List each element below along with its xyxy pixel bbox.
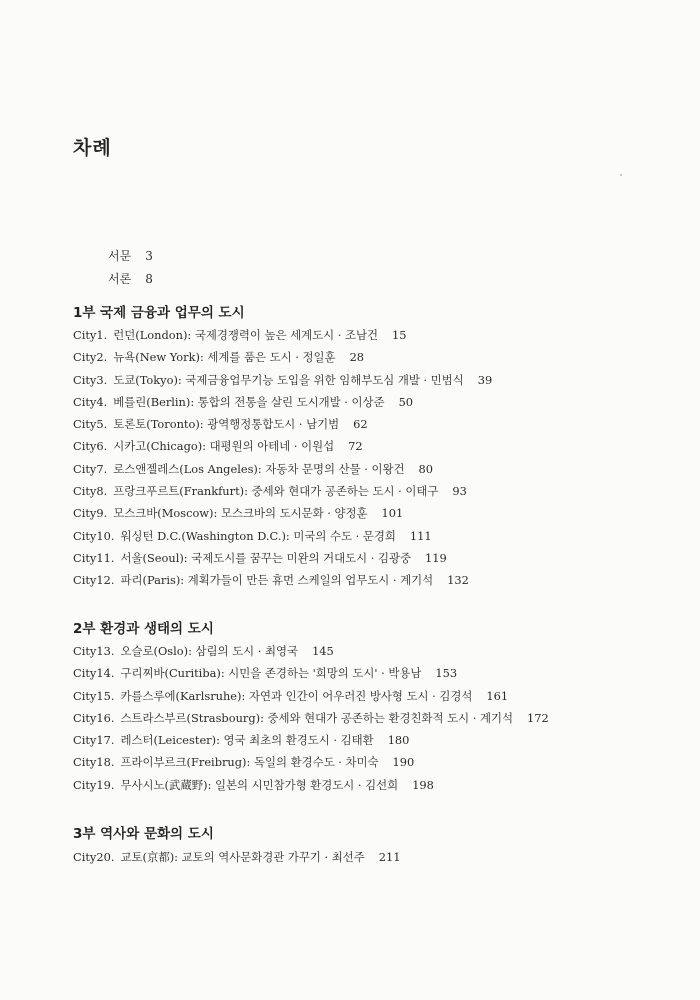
entry-number: City6. [73,439,108,454]
toc-entry [73,505,492,527]
entry-text: 시카고(Chicago): 대평원의 아테네 · 이원섭 [113,439,335,454]
entry-page: 172 [526,710,549,725]
toc-entry [73,732,549,754]
part-2-title: 2부 환경과 생태의 도시 [73,621,214,637]
entry-text: 프랑크푸르트(Frankfurt): 중세와 현대가 공존하는 도시 · 이태구 [113,484,439,499]
entry-text: 교토(京都): 교토의 역사문화경관 가꾸기 · 최선주 [120,850,365,864]
toc-entry [73,416,492,438]
entry-page: 198 [412,777,434,792]
toc-entry [73,754,549,776]
toc-entry [73,849,401,871]
toc-entry [73,372,492,394]
part-1-entries [73,327,492,595]
entry-number: City3. [73,372,108,387]
toc-entry [73,643,549,665]
part-2-entries [73,643,549,799]
prelim-page: 3 [145,249,153,263]
toc-entry [73,665,549,687]
entry-page: 211 [378,850,401,864]
entry-page: 28 [349,350,365,365]
entry-number: City2. [73,350,108,365]
entry-page: 72 [348,439,363,454]
prelim-introduction [108,271,153,294]
prelim-label: 서론 [108,272,132,286]
entry-text: 런던(London): 국제경쟁력이 높은 세계도시 · 조남건 [113,328,379,342]
entry-text: 서울(Seoul): 국제도시를 꿈꾸는 미완의 거대도시 · 김광중 [120,550,412,565]
entry-page: 119 [425,550,447,565]
entry-page: 39 [477,372,493,387]
toc-entry [73,572,492,594]
entry-number: City7. [73,461,108,476]
toc-entry [73,688,549,710]
entry-page: 111 [409,528,432,543]
entry-page: 153 [435,666,458,681]
entry-page: 93 [452,484,467,499]
entry-number: City19. [73,777,115,792]
part-1-title: 1부 국제 금융과 업무의 도시 [73,305,245,321]
toc-entry [73,327,492,349]
part-3-title: 3부 역사와 문화의 도시 [73,826,214,842]
toc-entry [73,349,492,371]
entry-number: City12. [73,573,115,588]
entry-number: City10. [73,528,115,543]
entry-number: City16. [73,710,115,725]
entry-number: City4. [73,394,108,409]
toc-entry [73,394,492,416]
entry-text: 오슬로(Oslo): 삼림의 도시 · 최영국 [120,644,299,658]
page-speck [620,174,622,176]
toc-entry [73,550,492,572]
entry-text: 카를스루에(Karlsruhe): 자연과 인간이 어우러진 방사형 도시 · 김경석 [120,688,473,703]
entry-page: 101 [381,506,404,521]
entry-text: 레스터(Leicester): 영국 최초의 환경도시 · 김태환 [120,733,374,748]
toc-entry [73,483,492,505]
entry-number: City1. [73,328,108,342]
entry-page: 80 [418,461,433,476]
entry-text: 뉴욕(New York): 세계를 품은 도시 · 정일훈 [113,350,336,365]
entry-page: 190 [392,755,415,770]
entry-page: 62 [353,417,368,432]
entry-text: 구리찌바(Curitiba): 시민을 존경하는 '희망의 도시' · 박용남 [120,666,422,681]
entry-text: 베를린(Berlin): 통합의 전통을 살린 도시개발 · 이상준 [113,394,385,409]
entry-text: 무사시노(武蔵野): 일본의 시민참가형 환경도시 · 김선희 [120,777,399,792]
part-3-entries [73,849,401,871]
entry-number: City5. [73,417,108,432]
prelim-preface [108,248,153,271]
entry-page: 132 [447,573,469,588]
entry-number: City18. [73,755,115,770]
page-title: 차례 [73,137,112,159]
entry-text: 도쿄(Tokyo): 국제금융업무기능 도입을 위한 임해부도심 개발 · 민범식 [113,372,464,387]
entry-page: 50 [398,394,414,409]
entry-number: City9. [73,506,108,521]
entry-number: City11. [73,550,115,565]
entry-page: 15 [392,328,407,342]
entry-text: 모스크바(Moscow): 모스크바의 도시문화 · 양정훈 [113,506,368,521]
entry-number: City20. [73,850,115,864]
entry-text: 프라이부르크(Freibrug): 독일의 환경수도 · 차미숙 [120,755,379,770]
prelims-list [108,248,153,294]
entry-number: City8. [73,484,108,499]
entry-number: City15. [73,688,115,703]
entry-page: 180 [387,733,410,748]
toc-entry [73,777,549,799]
entry-text: 토론토(Toronto): 광역행정통합도시 · 남기범 [113,417,340,432]
entry-number: City14. [73,666,115,681]
entry-text: 로스앤젤레스(Los Angeles): 자동차 문명의 산물 · 이왕건 [113,461,405,476]
entry-page: 145 [312,644,334,658]
toc-entry [73,461,492,483]
entry-text: 파리(Paris): 계획가들이 만든 휴먼 스케일의 업무도시 · 계기석 [120,573,434,588]
toc-entry [73,528,492,550]
entry-text: 워싱턴 D.C.(Washington D.C.): 미국의 수도 · 문경희 [120,528,396,543]
prelim-label: 서문 [108,249,132,263]
prelim-page: 8 [145,272,153,286]
entry-number: City13. [73,644,115,658]
toc-entry [73,438,492,460]
toc-entry [73,710,549,732]
entry-page: 161 [486,688,509,703]
entry-number: City17. [73,733,115,748]
entry-text: 스트라스부르(Strasbourg): 중세와 현대가 공존하는 환경친화적 도시 · 계기석 [120,710,513,725]
